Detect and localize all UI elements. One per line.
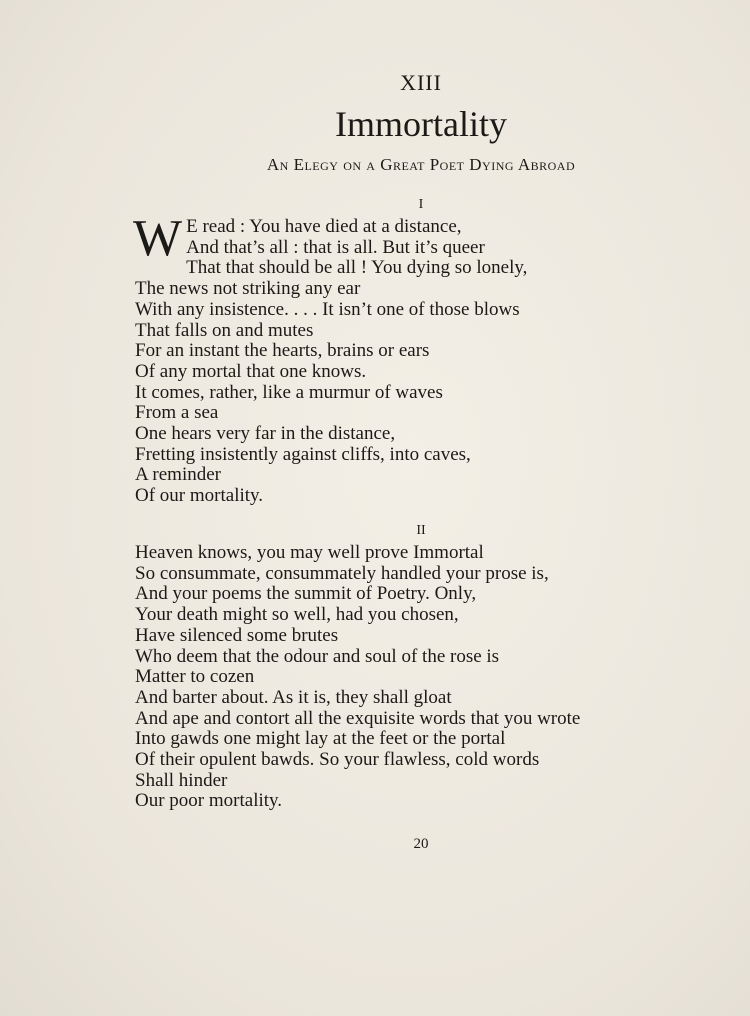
chapter-numeral: XIII [400,70,442,95]
poem-line: Into gawds one might lay at the feet or the portal [135,728,506,750]
poem-line: A reminder [135,464,222,486]
poem-line: Have silenced some brutes [135,624,339,646]
poem-line: E read : You have died at a distance, [186,216,462,237]
poem-line: Matter to cozen [135,666,255,688]
poem-line: And barter about. As it is, they shall gloat [135,686,452,708]
poem-line: So consummate, consummately handled your prose is, [135,562,549,584]
poem-line: And that’s all : that is all. But it’s queer [186,236,485,258]
poem-line: For an instant the hearts, brains or ears [135,340,430,362]
poem-line: Heaven knows, you may well prove Immortal [135,542,484,563]
poem-line: And ape and contort all the exquisite words that you wrote [135,707,581,729]
poem-line: The news not striking any ear [135,278,361,300]
page-number: 20 [413,836,429,852]
poem-line: Your death might so well, had you chosen, [135,604,459,626]
poem-line: From a sea [135,402,219,424]
section-numeral-2: II [416,523,426,538]
poem-line: Shall hinder [135,769,228,791]
drop-cap: W [133,210,183,267]
poem-line: With any insistence. . . . It isn’t one of those blows [135,298,520,320]
stanza-2 [135,543,695,812]
stanza-1 [133,210,695,507]
poem-title: Immortality [335,104,507,144]
poem-line: That that should be all ! You dying so lonely, [186,257,528,279]
poem-line: One hears very far in the distance, [135,423,396,445]
poem-line: It comes, rather, like a murmur of waves [135,381,443,403]
poem-subtitle: An Elegy on a Great Poet Dying Abroad [266,155,576,174]
poem-line: That falls on and mutes [135,319,314,341]
poem-line: Of our mortality. [135,485,264,507]
poem-line: Who deem that the odour and soul of the rose is [135,645,500,667]
poem-line: Of any mortal that one knows. [135,360,367,382]
poem-line: Fretting insistently against cliffs, into caves, [135,443,471,465]
poem-line: And your poems the summit of Poetry. Only, [135,583,477,605]
section-numeral-1: I [418,197,424,212]
poem-line: Of their opulent bawds. So your flawless, cold words [135,749,540,771]
poem-line: Our poor mortality. [135,790,283,812]
